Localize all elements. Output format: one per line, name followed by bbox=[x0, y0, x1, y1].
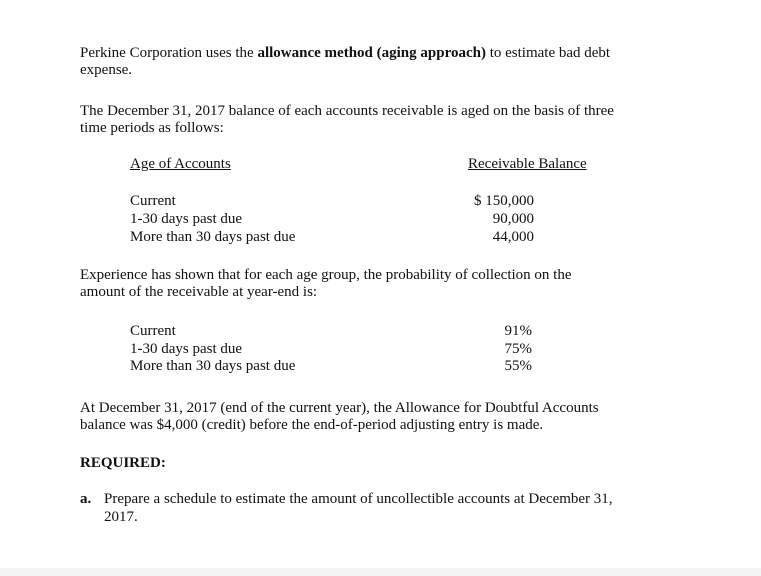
age-of-accounts-header: Age of Accounts bbox=[130, 156, 231, 172]
table1-row-value-over-30: 44,000 bbox=[492, 229, 534, 245]
table1-row-label-over-30: More than 30 days past due bbox=[130, 229, 296, 245]
table2-row-value-1-30: 75% bbox=[504, 341, 532, 357]
table1-row-label-current: Current bbox=[130, 193, 176, 209]
required-item-letter: a. bbox=[80, 491, 92, 507]
para3-line-1: Experience has shown that for each age group, the probability of collection on the bbox=[80, 267, 572, 283]
table1-row-value-1-30: 90,000 bbox=[492, 211, 534, 227]
table1-row-label-1-30: 1-30 days past due bbox=[130, 211, 243, 227]
table1-row-value-current: $ 150,000 bbox=[474, 193, 534, 209]
para2-line-2: time periods as follows: bbox=[80, 120, 224, 136]
table2-row-label-1-30: 1-30 days past due bbox=[130, 341, 243, 357]
para4-line-1: At December 31, 2017 (end of the current year), the Allowance for Doubtful Accounts bbox=[80, 400, 599, 416]
intro-text-prefix: Perkine Corporation uses the bbox=[80, 45, 258, 61]
required-item-line-1: Prepare a schedule to estimate the amount of uncollectible accounts at December 31, bbox=[104, 491, 613, 507]
intro-text-suffix: to estimate bad debt bbox=[485, 45, 611, 61]
intro-line-1 bbox=[80, 45, 610, 62]
required-item-line-2: 2017. bbox=[104, 509, 138, 525]
receivable-balance-header: Receivable Balance bbox=[468, 156, 587, 172]
intro-line-2: expense. bbox=[80, 62, 133, 78]
table2-row-label-current: Current bbox=[130, 323, 176, 339]
intro-bold-method: allowance method (aging approach) bbox=[257, 45, 486, 61]
required-heading: REQUIRED: bbox=[80, 455, 166, 471]
table2-row-value-current: 91% bbox=[504, 323, 532, 339]
table2-row-value-over-30: 55% bbox=[504, 358, 532, 374]
para4-line-2: balance was $4,000 (credit) before the end-of-period adjusting entry is made. bbox=[80, 417, 544, 433]
para3-line-2: amount of the receivable at year-end is: bbox=[80, 284, 318, 300]
page-bottom-band bbox=[0, 568, 761, 576]
table2-row-label-over-30: More than 30 days past due bbox=[130, 358, 296, 374]
para2-line-1: The December 31, 2017 balance of each accounts receivable is aged on the basis of three bbox=[80, 103, 614, 119]
